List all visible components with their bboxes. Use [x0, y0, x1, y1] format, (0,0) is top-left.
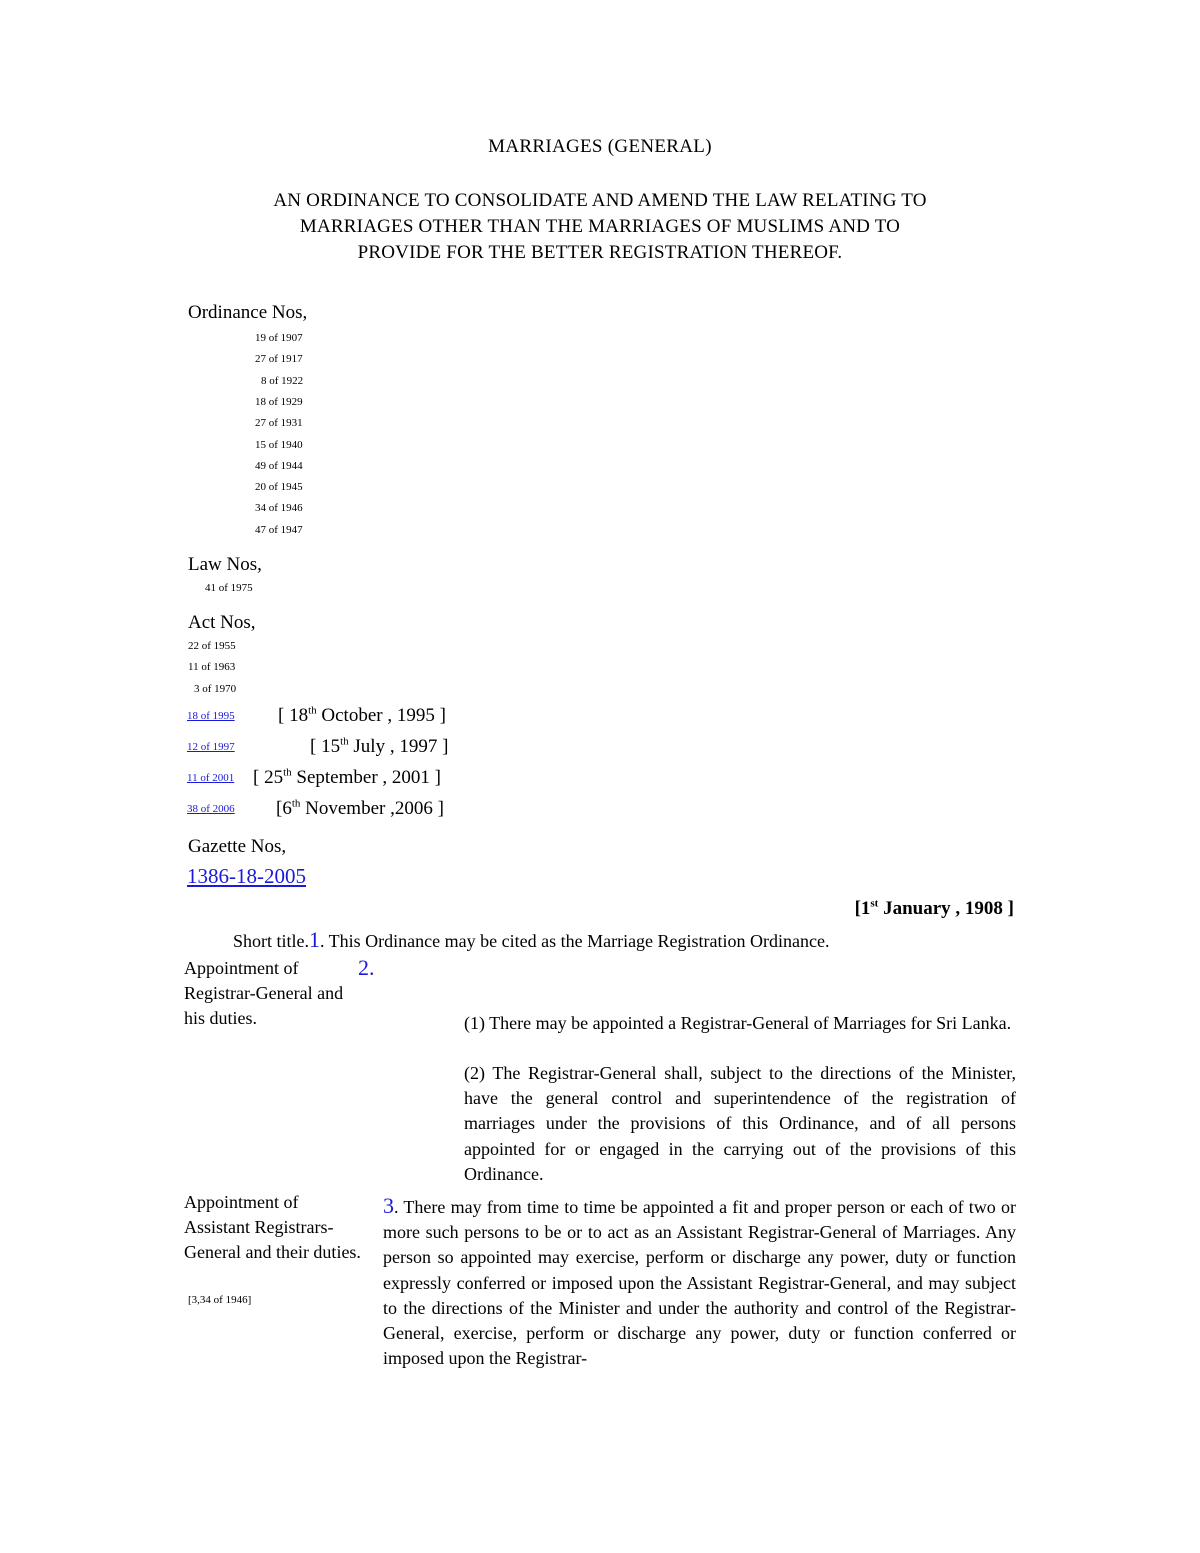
section-number: 2.: [358, 955, 375, 980]
act-item: 22 of 1955: [188, 640, 236, 652]
act-date: [ 18th October , 1995 ]: [278, 704, 446, 726]
law-item: 41 of 1975: [205, 582, 253, 594]
ordinance-heading: Ordinance Nos,: [188, 302, 308, 323]
act-item: 11 of 1963: [188, 661, 236, 673]
paragraph: (2) The Registrar-General shall, subject to the directions of the Minister, have the general control and superintendence of the registration of marriages under the provisions of this Ordinance, and of all persons appointed for or engaged in the carrying out of the provisions of this Ordinance.: [464, 1063, 1016, 1184]
section-1: [233, 927, 830, 953]
ordinance-item: 49 of 1944: [255, 459, 303, 472]
ordinance-item: 18 of 1929: [255, 395, 303, 408]
gazette-link[interactable]: 1386-18-2005: [187, 864, 306, 888]
gazette-heading: Gazette Nos,: [188, 836, 287, 857]
act-date: [ 15th July , 1997 ]: [310, 735, 449, 757]
ordinance-item: 19 of 1907: [255, 332, 303, 344]
ordinance-item: 27 of 1917: [255, 353, 303, 366]
margin-note: Appointment of Assistant Registrars-General and their duties.: [184, 1192, 361, 1263]
ordinance-item: 8 of 1922: [261, 374, 304, 387]
act-item: 3 of 1970: [194, 683, 237, 695]
section-number: 3: [383, 1193, 394, 1218]
commencement-date: [1st January , 1908 ]: [854, 897, 1014, 919]
section-number: 1: [309, 927, 320, 952]
margin-note: Appointment of Registrar-General and his duties.: [184, 958, 344, 1029]
act-link[interactable]: 38 of 2006: [187, 803, 235, 815]
ordinance-item: 27 of 1931: [255, 417, 303, 430]
page-title: MARRIAGES (GENERAL): [488, 136, 712, 157]
ordinance-item: 15 of 1940: [255, 438, 303, 451]
paragraph: (1) There may be appointed a Registrar-General of Marriages for Sri Lanka.: [464, 1013, 1012, 1033]
section-text: . This Ordinance may be cited as the Marriage Registration Ordinance.: [320, 931, 830, 951]
ordinance-item: 34 of 1946: [255, 502, 303, 515]
section-3-text: 3. There may from time to time be appointed a fit and proper person or each of two or more such persons to be or to act as an Assistant Registrar-General of Marriages. Any person so appointed may exercise, perform or discharge any power, duty or function expressly conferred or imposed upon the Assistant Registrar-General, and may subject to the directions of the Minister and under the authority and control of the Registrar-General, exercise, perform or discharge any power, duty or function conferred or imposed upon the Registrar-: [383, 1193, 1016, 1369]
ordinance-item: 47 of 1947: [255, 523, 303, 536]
act-link[interactable]: 11 of 2001: [187, 772, 235, 784]
margin-note: Short title.: [233, 931, 309, 951]
act-link[interactable]: 12 of 1997: [187, 741, 235, 753]
act-date: [6th November ,2006 ]: [276, 797, 444, 819]
law-heading: Law Nos,: [188, 554, 262, 575]
ordinance-item: 20 of 1945: [255, 481, 303, 494]
amendment-ref: [3,34 of 1946]: [188, 1294, 252, 1306]
act-date: [ 25th September , 2001 ]: [253, 766, 441, 788]
act-link[interactable]: 18 of 1995: [187, 710, 235, 722]
long-title: AN ORDINANCE TO CONSOLIDATE AND AMEND THE LAW RELATING TO MARRIAGES OTHER THAN THE MARRIAGES OF MUSLIMS AND TO PROVIDE FOR THE BETTER REGISTRATION THEREOF.: [273, 190, 927, 263]
act-heading: Act Nos,: [188, 612, 256, 633]
